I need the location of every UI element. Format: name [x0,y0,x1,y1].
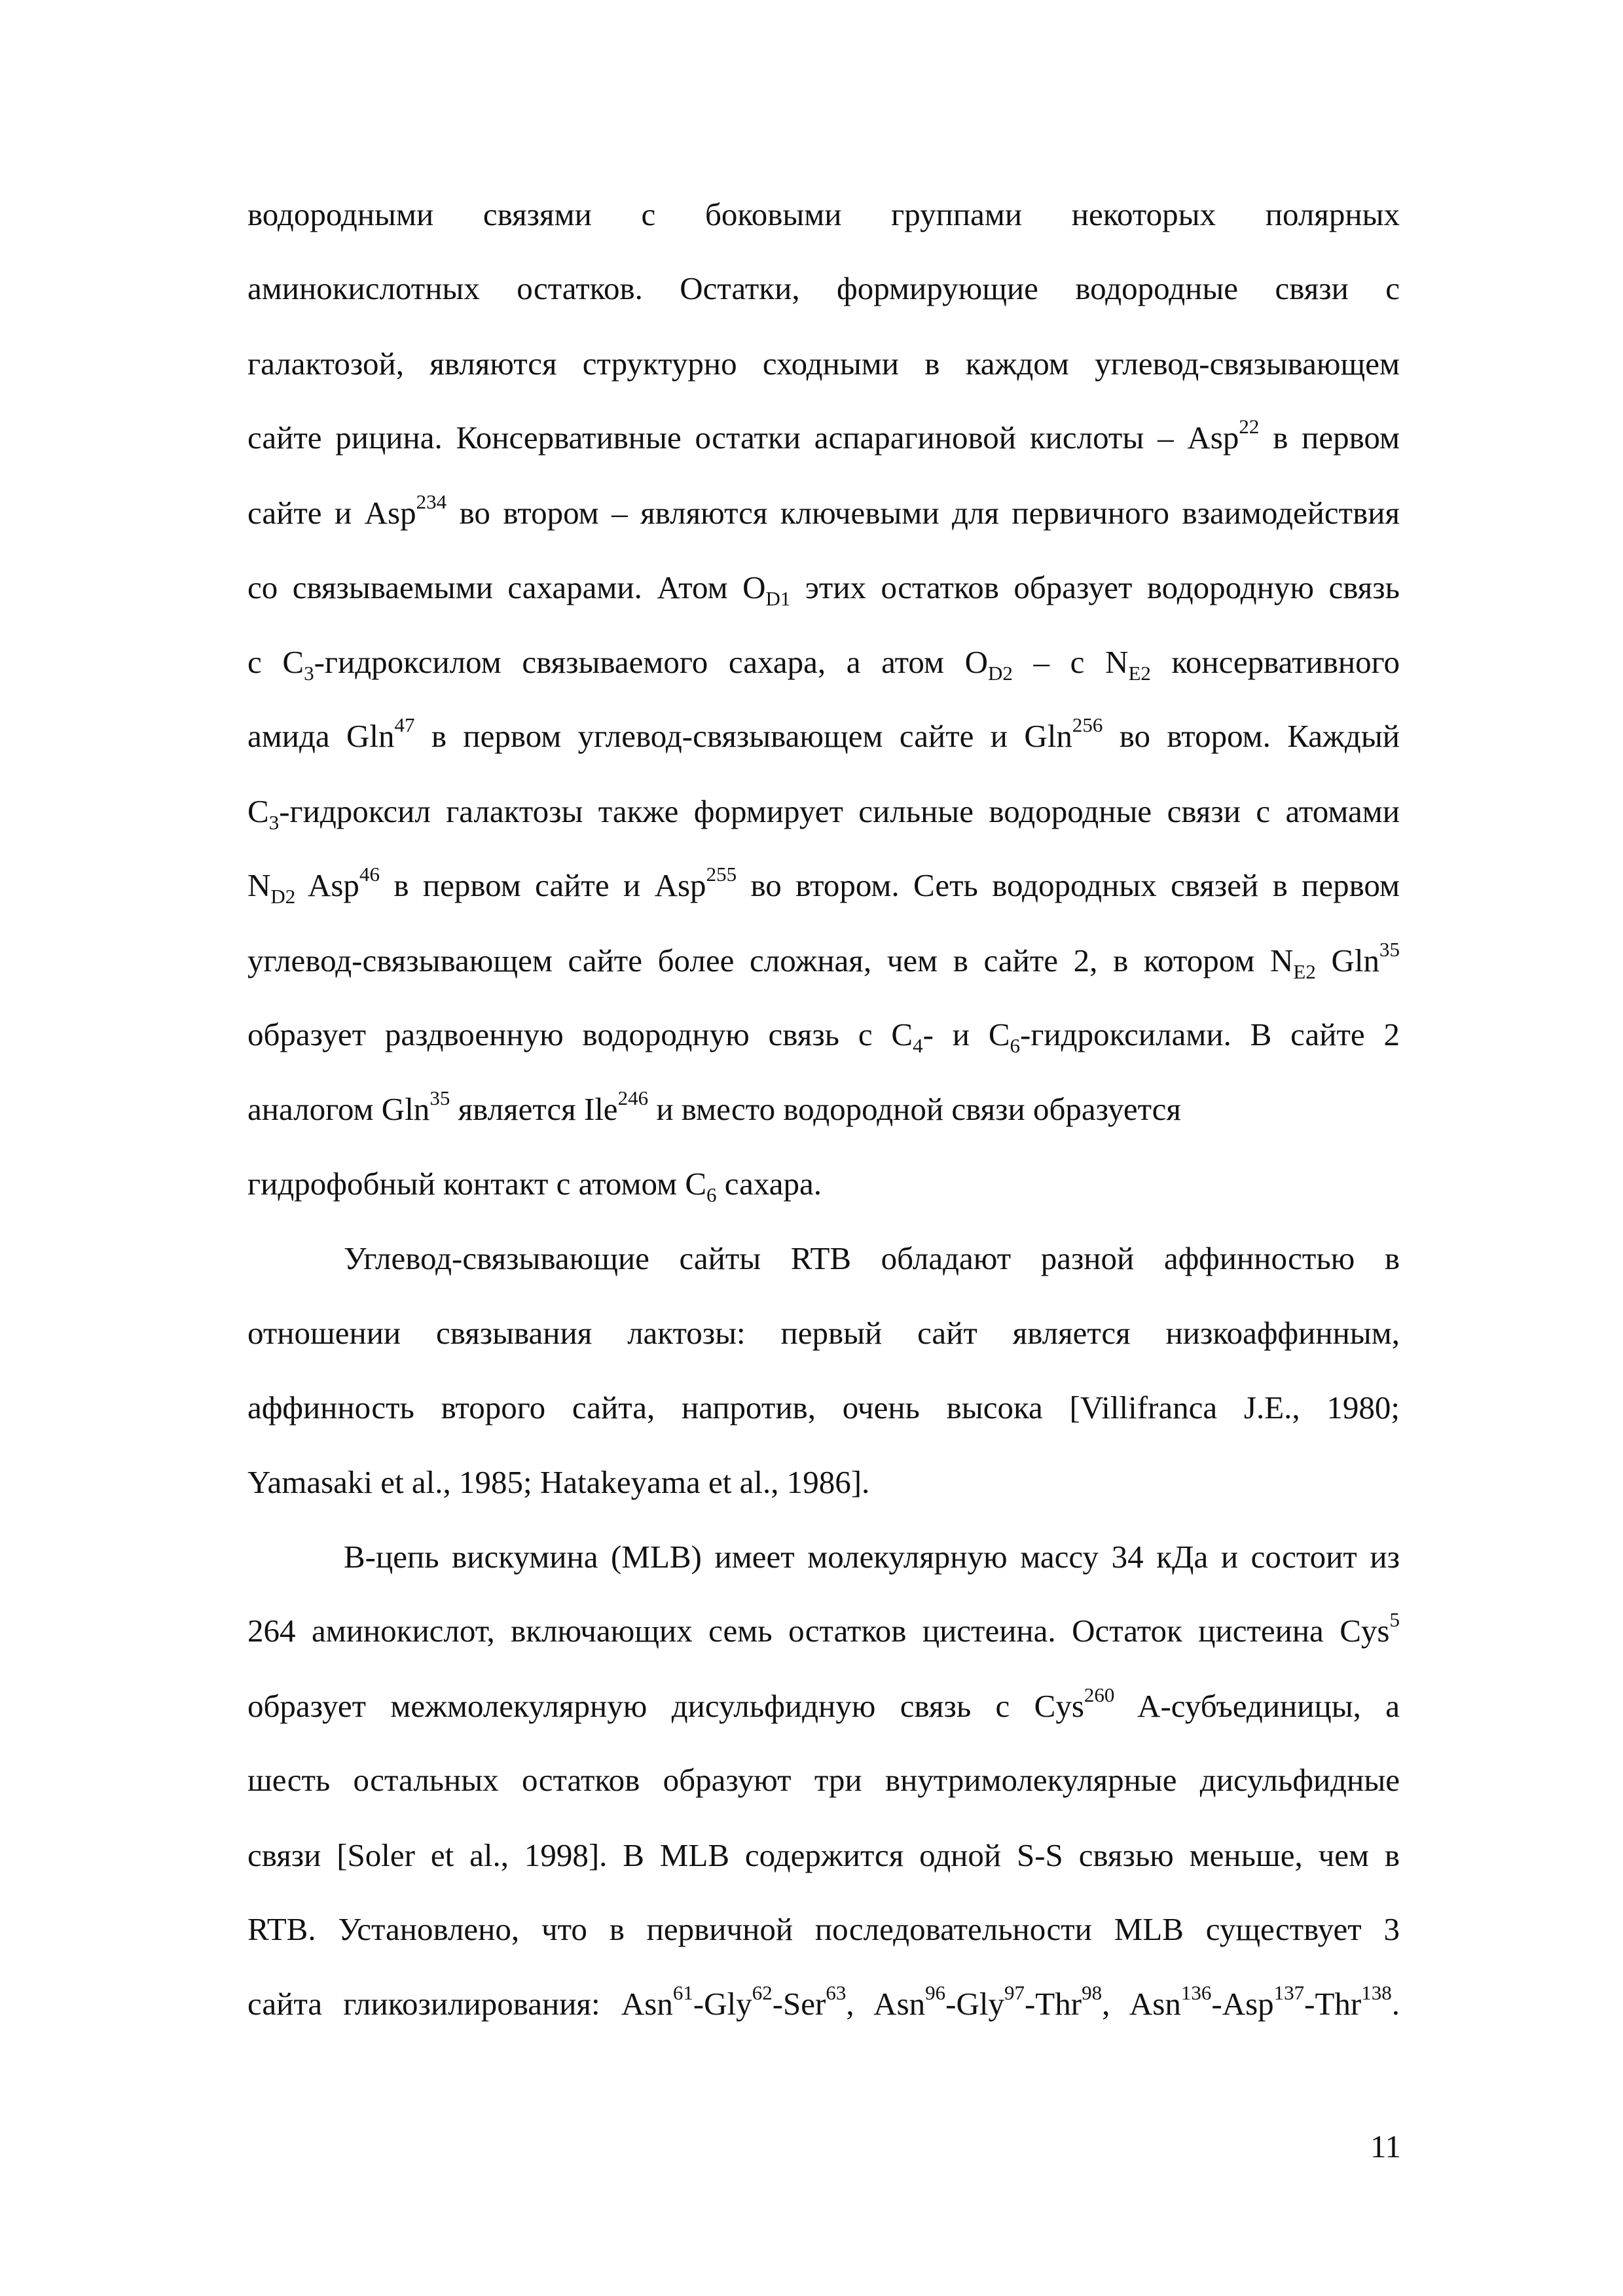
text-line-13: аналогом Gln$^{35}$ является Ile$^{246}$ и вместо водородной связи образуется [247,1086,1181,1127]
text-line-8: амида Gln$^{47}$ в первом углевод-связывающем сайте и Gln$^{256}$ во втором. Каждый [247,713,1400,754]
text-line-2: аминокислотных остатков. Остатки, формирующие водородные связи с [247,270,1400,306]
text-line-7: с $C_3$-гидроксилом связываемого сахара, а атом $O_{D2}$ – с $N_{E2}$ консервативного [247,644,1400,685]
text-line-4: сайте рицина. Консервативные остатки аспарагиновой кислоты – Asp$^{22}$ в первом [247,414,1400,456]
text-line-15: Углевод-связывающие сайты RTB обладают разной аффинностью в [344,1240,1400,1276]
text-line-5: сайте и Asp$^{234}$ во втором – являются ключевыми для первичного взаимодействия [247,490,1400,531]
text-line-17: аффинность второго сайта, напротив, очень высока [Villifranca J.E., 1980; [247,1390,1400,1426]
text-line-16: отношении связывания лактозы: первый сайт является низкоаффинным, [247,1315,1400,1351]
text-line-19: B-цепь вискумина (MLB) имеет молекулярную массу 34 кДа и состоит из [344,1539,1400,1575]
text-line-1: водородными связями с боковыми группами некоторых полярных [247,196,1400,232]
text-line-12: образует раздвоенную водородную связь с $C_4-$ и $C_6$-гидроксилами. В сайте 2 [247,1016,1400,1057]
text-line-14: гидрофобный контакт с атомом $C_6$ сахара. [247,1166,822,1206]
text-line-21: образует межмолекулярную дисульфидную связь с Cys$^{260}$ A-субъединицы, а [247,1683,1400,1724]
text-line-23: связи [Soler et al., 1998]. В MLB содержится одной S-S связью меньше, чем в [247,1837,1400,1873]
text-line-18: Yamasaki et al., 1985; Hatakeyama et al., 1986]. [247,1464,870,1500]
text-line-10: $N_{D2}$ Asp$^{46}$ в первом сайте и Asp$^{255}$ во втором. Сеть водородных связей в первом [247,862,1400,908]
page-number: 11 [1370,2128,1401,2164]
text-line-3: галактозой, являются структурно сходными в каждом углевод-связывающем [247,346,1400,382]
text-line-11: углевод-связывающем сайте более сложная, чем в сайте 2, в котором $N_{E2}$ Gln$^{35}$ [247,937,1400,983]
text-line-24: RTB. Установлено, что в первичной последовательности MLB существует 3 [247,1911,1400,1947]
text-line-25: сайта гликозилирования: Asn$^{61}$-Gly$^{62}$-Ser$^{63}$, Asn$^{96}$-Gly$^{97}$-Thr$^{98}$, Asn$^{136}$-Asp$^{137}$-Thr$^{138}$. [247,1981,1400,2022]
text-line-20: 264 аминокислот, включающих семь остатков цистеина. Остаток цистеина Cys$^5$ [247,1607,1400,1649]
text-line-6: со связываемыми сахарами. Атом $O_{D1}$ этих остатков образует водородную связь [247,569,1400,610]
text-line-22: шесть остальных остатков образуют три внутримолекулярные дисульфидные [247,1762,1400,1798]
text-line-9: $C_3$-гидроксил галактозы также формирует сильные водородные связи с атомами [247,793,1400,834]
